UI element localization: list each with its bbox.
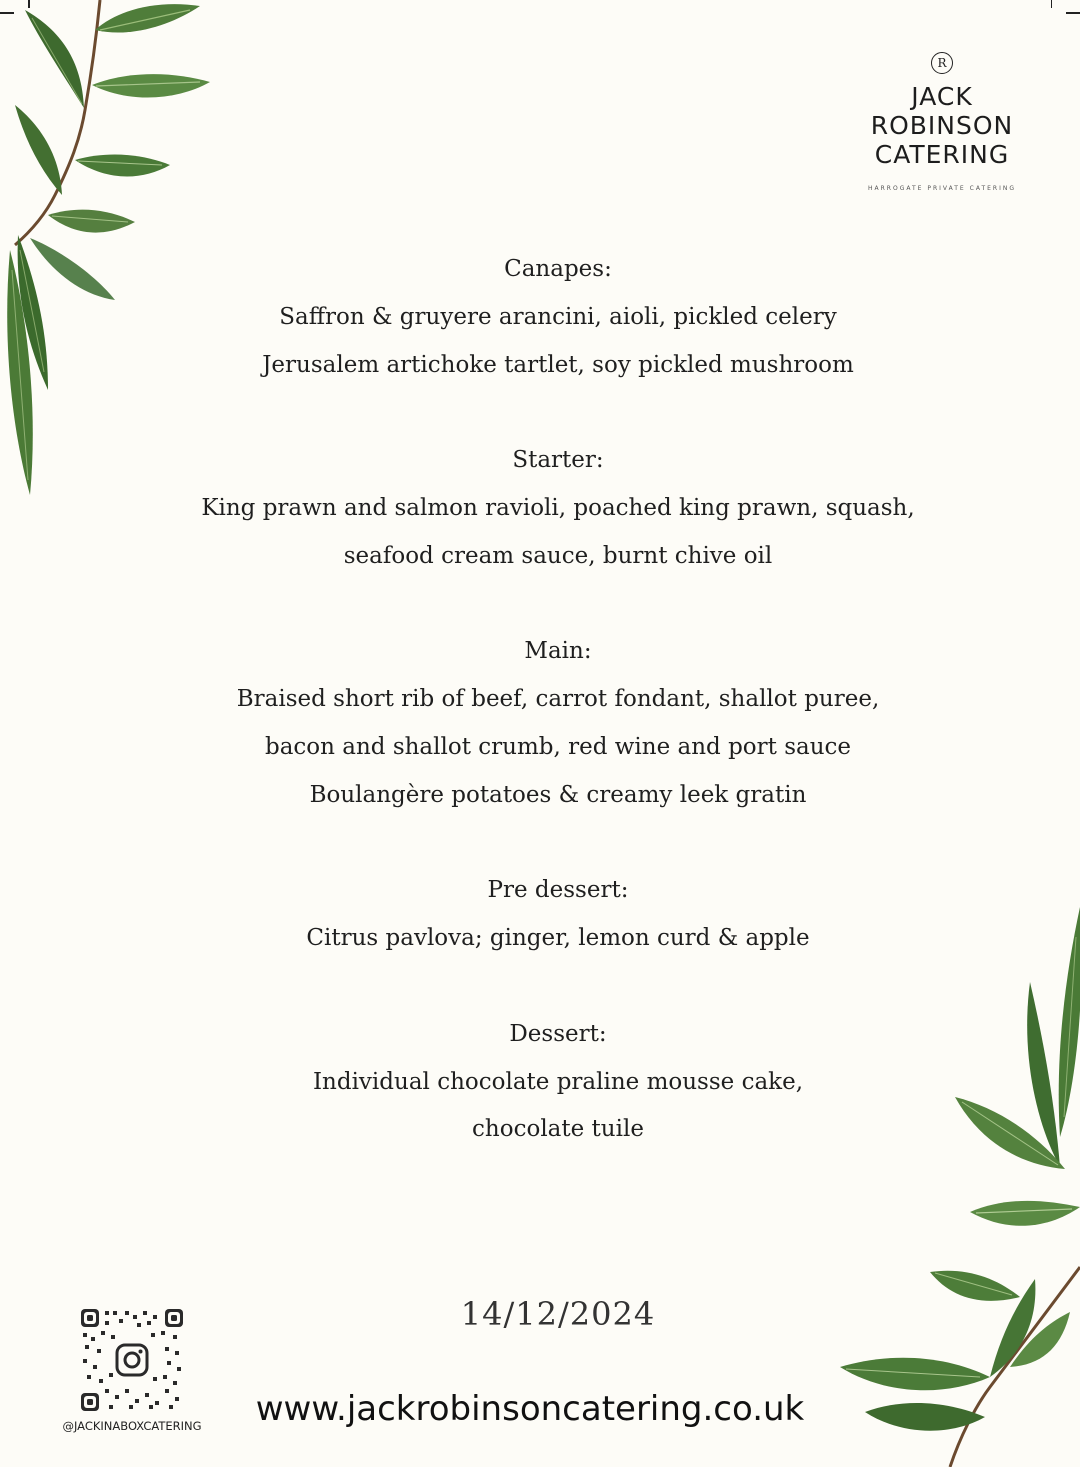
brand-tagline: HARROGATE PRIVATE CATERING (868, 185, 1016, 192)
menu-section-starter (150, 437, 966, 580)
section-spacer (150, 820, 966, 868)
menu-item: King prawn and salmon ravioli, poached king prawn, squash, (201, 494, 915, 521)
event-date: 14/12/2024 (460, 1295, 656, 1333)
section-spacer (150, 389, 966, 437)
menu (150, 246, 966, 1154)
section-heading: Starter: (512, 447, 604, 474)
brand-logo (842, 52, 1042, 192)
menu-item: Saffron & gruyere arancini, aioli, pickled celery (279, 303, 837, 330)
section-heading: Dessert: (509, 1020, 607, 1047)
menu-section-pre-dessert (150, 867, 966, 963)
instagram-handle: @JACKINABOXCATERING (62, 1419, 202, 1433)
section-spacer (150, 963, 966, 1011)
menu-section-main (150, 628, 966, 819)
section-heading: Canapes: (504, 256, 612, 282)
menu-item: Individual chocolate praline mousse cake, (312, 1068, 804, 1095)
menu-section-canapes (150, 246, 966, 389)
menu-section-dessert (150, 1011, 966, 1154)
menu-item: Boulangère potatoes & creamy leek gratin (309, 781, 807, 808)
brand-mark-icon: R (931, 52, 953, 74)
brand-name-line: JACK (911, 82, 973, 111)
crop-mark-top-right (1066, 12, 1080, 14)
menu-item: Braised short rib of beef, carrot fondant, shallot puree, (236, 686, 880, 713)
menu-item: seafood cream sauce, burnt chive oil (343, 542, 773, 569)
qr-code-icon (81, 1309, 183, 1411)
section-spacer (150, 581, 966, 629)
menu-item: Jerusalem artichoke tartlet, soy pickled mushroom (262, 351, 854, 378)
menu-item: Citrus pavlova; ginger, lemon curd & apple (306, 925, 810, 952)
instagram-icon (117, 1345, 147, 1375)
brand-name-line: CATERING (874, 140, 1010, 169)
brand-name-line: ROBINSON (870, 111, 1014, 140)
website-url: www.jackrobinsoncatering.co.uk (255, 1389, 805, 1429)
menu-item: bacon and shallot crumb, red wine and port sauce (264, 733, 852, 760)
section-heading: Main: (524, 638, 592, 665)
section-heading: Pre dessert: (487, 877, 629, 904)
menu-item: chocolate tuile (472, 1116, 644, 1143)
crop-mark-top-right-vertical (1051, 0, 1053, 8)
